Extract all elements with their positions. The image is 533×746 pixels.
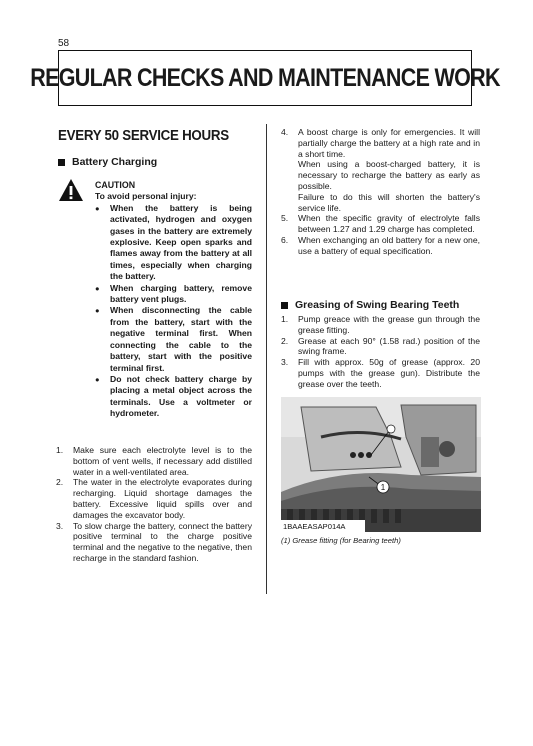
list-item xyxy=(56,521,252,564)
greasing-heading-text: Greasing of Swing Bearing Teeth xyxy=(295,299,460,311)
greasing-steps xyxy=(281,314,480,390)
step-number: 1. xyxy=(281,314,289,324)
page-title-box xyxy=(30,50,500,106)
page-title: REGULAR CHECKS AND MAINTENANCE WORK xyxy=(30,63,500,92)
square-bullet-icon xyxy=(58,159,65,166)
step-text: When exchanging an old battery for a new one, use a battery of equal specification. xyxy=(298,234,480,256)
list-item xyxy=(281,336,480,358)
step-number: 2. xyxy=(56,477,64,488)
caution-block xyxy=(95,180,252,420)
step-text: Failure to do this will shorten the battery's service life. xyxy=(298,191,480,213)
battery-steps-right xyxy=(281,127,480,257)
step-text: Make sure each electrolyte level is to the bottom of vent wells, if necessary add distilled water in a well-ventilated area. xyxy=(73,445,252,477)
figure-code: 1BAAEASAP014A xyxy=(283,522,346,531)
battery-charging-heading-text: Battery Charging xyxy=(72,156,158,168)
step-text: To slow charge the battery, connect the battery positive terminal to the charge positive terminal and the negative to the negative, then recharge in the standard fashion. xyxy=(73,520,252,563)
battery-steps-left xyxy=(56,445,252,564)
warning-triangle-icon xyxy=(58,178,84,202)
list-item xyxy=(281,235,480,257)
caution-bullet: ● Do not check battery charge by placing a metal object across the terminals. Use a voltmeter or hydrometer. xyxy=(95,374,252,420)
greasing-heading xyxy=(281,299,459,311)
step-number: 2. xyxy=(281,335,289,346)
list-item xyxy=(56,477,252,520)
step-number: 5. xyxy=(281,213,289,224)
list-item xyxy=(56,445,252,477)
list-item xyxy=(281,357,480,389)
list-item xyxy=(281,213,480,235)
step-number: 3. xyxy=(56,520,64,531)
list-item xyxy=(281,314,480,336)
caution-lead: To avoid personal injury: xyxy=(95,191,197,202)
step-text: A boost charge is only for emergencies. It will partially charge the battery at a high rate and in a short time. xyxy=(298,127,480,159)
step-text: When using a boost-charged battery, it is necessary to recharge the battery as early as possible. xyxy=(298,159,480,191)
step-text: When the specific gravity of electrolyte falls between 1.27 and 1.29 charge has completed. xyxy=(298,213,480,235)
caution-bullet: ● When charging battery, remove battery vent plugs. xyxy=(95,283,252,306)
step-text: The water in the electrolyte evaporates during recharging. Liquid shortage damages the battery. Excessive liquid spills over and damages the excavator body. xyxy=(73,477,252,520)
battery-charging-heading xyxy=(58,156,157,168)
grease-fitting-photo xyxy=(281,397,481,532)
step-number: 6. xyxy=(281,234,289,245)
column-divider xyxy=(266,124,267,594)
step-number: 4. xyxy=(281,127,289,137)
step-text: Fill with approx. 50g of grease (approx. 20 pumps with the grease gun). Distribute the grease over the teeth. xyxy=(298,357,480,389)
figure-callout: 1 xyxy=(380,483,386,492)
section-heading: EVERY 50 SERVICE HOURS xyxy=(58,128,229,144)
step-number: 3. xyxy=(281,357,289,368)
step-number: 1. xyxy=(56,445,64,455)
list-item xyxy=(281,127,480,213)
figure-caption: (1) Grease fitting (for Bearing teeth) xyxy=(281,536,401,545)
step-text: Grease at each 90° (1.58 rad.) position of the swing frame. xyxy=(298,335,480,357)
caution-title: CAUTION xyxy=(95,180,136,190)
caution-bullet: ● When the battery is being activated, hydrogen and oxygen gases in the battery are extremely explosive. Keep open sparks and flames away from the battery at all times, especially when charging the battery. xyxy=(95,203,252,283)
caution-bullet: ● When disconnecting the cable from the battery, start with the negative terminal first. When connecting the cable to the battery, start with the positive terminal first. xyxy=(95,305,252,373)
square-bullet-icon xyxy=(281,302,288,309)
page-number: 58 xyxy=(58,38,70,49)
step-text: Pump greace with the grease gun through the grease fitting. xyxy=(298,314,480,335)
